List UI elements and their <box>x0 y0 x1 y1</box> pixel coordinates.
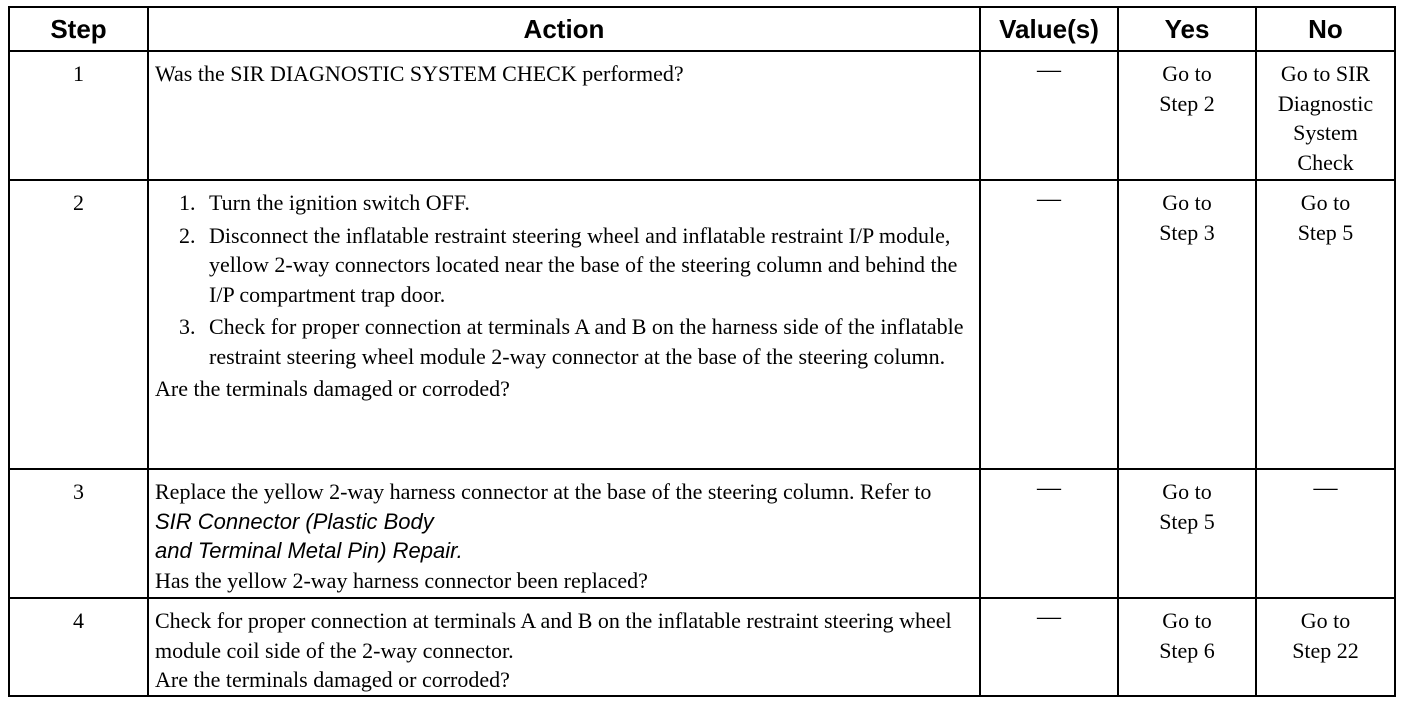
substep-text: Disconnect the inflatable restraint steering wheel and inflatable restraint I/P module, yellow 2-way connectors located near the base of the steering column and behind the I/P compartment trap door. <box>209 222 958 307</box>
substep <box>155 312 971 371</box>
values-cell: — <box>980 180 1118 469</box>
no-cell: — <box>1256 469 1395 598</box>
substep <box>155 188 971 218</box>
action-question: Are the terminals damaged or corroded? <box>155 376 510 401</box>
action-cell <box>148 180 980 469</box>
yes-line: Step 3 <box>1159 219 1215 245</box>
diagnostic-table <box>8 6 1396 697</box>
values-cell: — <box>980 51 1118 180</box>
yes-line: Step 5 <box>1159 508 1215 534</box>
action-text-body: Replace the yellow 2-way harness connector at the base of the steering column. Refer to <box>155 479 932 504</box>
substep-text: Check for proper connection at terminals A and B on the harness side of the inflatable restraint steering wheel module 2-way connector at the base of the steering column. <box>209 314 964 369</box>
substep-number: 2. <box>179 222 196 248</box>
header-action: Action <box>148 7 980 51</box>
no-line: Diagnostic <box>1277 90 1374 116</box>
header-row <box>9 7 1395 51</box>
table-row <box>9 180 1395 469</box>
substep-list <box>155 188 971 371</box>
no-cell <box>1256 180 1395 469</box>
no-line: Check <box>1297 149 1354 175</box>
no-cell <box>1256 51 1395 180</box>
yes-line: Go to <box>1162 190 1212 215</box>
yes-cell <box>1118 180 1256 469</box>
table-row <box>9 598 1395 696</box>
yes-line: Go to <box>1162 479 1212 504</box>
no-line: Go to <box>1300 190 1351 215</box>
table-row <box>9 469 1395 598</box>
no-line: Go to <box>1300 608 1351 633</box>
action-cell <box>148 51 980 180</box>
substep-number: 3. <box>179 314 196 339</box>
reference-line: and Terminal Metal Pin) Repair. <box>155 538 463 563</box>
header-no: No <box>1256 7 1395 51</box>
yes-cell <box>1118 598 1256 696</box>
step-number: 3 <box>9 469 148 598</box>
yes-line: Step 2 <box>1159 90 1215 116</box>
yes-line: Go to <box>1162 61 1212 86</box>
substep-number: 1. <box>179 190 196 215</box>
step-number: 4 <box>9 598 148 696</box>
no-line: System <box>1293 120 1358 145</box>
action-cell <box>148 598 980 696</box>
header-values: Value(s) <box>980 7 1118 51</box>
no-line: Go to SIR <box>1280 61 1371 86</box>
substep-text: Turn the ignition switch OFF. <box>209 190 470 215</box>
substep <box>155 221 971 310</box>
reference-link[interactable]: and Terminal Metal Pin) Repair <box>155 538 457 563</box>
action-text <box>155 477 971 536</box>
action-cell <box>148 469 980 598</box>
values-cell: — <box>980 469 1118 598</box>
action-text: Was the SIR DIAGNOSTIC SYSTEM CHECK performed? <box>155 61 684 86</box>
action-question: Are the terminals damaged or corroded? <box>155 667 510 692</box>
yes-cell <box>1118 51 1256 180</box>
yes-cell <box>1118 469 1256 598</box>
table-row <box>9 51 1395 180</box>
values-cell: — <box>980 598 1118 696</box>
step-number: 2 <box>9 180 148 469</box>
step-number: 1 <box>9 51 148 180</box>
yes-line: Step 6 <box>1159 637 1215 663</box>
action-text: Check for proper connection at terminals A and B on the inflatable restraint steering wheel module coil side of the 2-way connector. <box>155 608 952 663</box>
no-line: Step 5 <box>1297 219 1354 245</box>
action-question: Has the yellow 2-way harness connector been replaced? <box>155 567 648 593</box>
reference-link[interactable]: SIR Connector (Plastic Body <box>155 508 434 534</box>
yes-line: Go to <box>1162 608 1212 633</box>
header-step: Step <box>9 7 148 51</box>
no-line: Step 22 <box>1292 637 1359 663</box>
header-yes: Yes <box>1118 7 1256 51</box>
no-cell <box>1256 598 1395 696</box>
